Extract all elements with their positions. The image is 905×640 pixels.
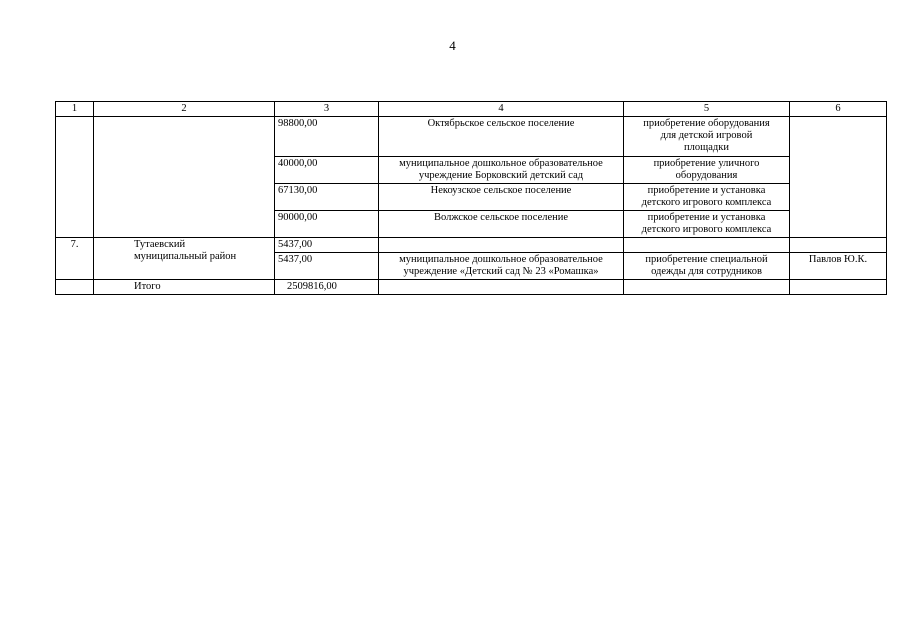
header-cell-2: 2: [94, 102, 275, 117]
purpose-cell: приобретение специальной одежды для сотрудников: [624, 253, 790, 280]
header-cell-4: 4: [379, 102, 624, 117]
responsible-cell: Павлов Ю.К.: [790, 253, 887, 280]
total-row: [56, 280, 887, 295]
table-row: [56, 238, 887, 253]
header-cell-6: 6: [790, 102, 887, 117]
responsible-cell: [790, 117, 887, 238]
purpose-cell: приобретение и установка детского игрового комплекса: [624, 211, 790, 238]
recipient-cell: муниципальное дошкольное образовательное учреждение Борковский детский сад: [379, 157, 624, 184]
amount-cell: 40000,00: [275, 157, 379, 184]
recipient-cell: Волжское сельское поселение: [379, 211, 624, 238]
recipient-cell: Октябрьское сельское поселение: [379, 117, 624, 157]
amount-cell: 90000,00: [275, 211, 379, 238]
table-row: [56, 117, 887, 157]
purpose-cell: приобретение оборудования для детской игровой площадки: [624, 117, 790, 157]
responsible-cell: [790, 280, 887, 295]
district-cell: [94, 117, 275, 238]
recipient-cell: [379, 280, 624, 295]
number-cell: 7.: [56, 238, 94, 280]
amount-cell: 5437,00: [275, 238, 379, 253]
purpose-cell: приобретение уличного оборудования: [624, 157, 790, 184]
table-header-row: [56, 102, 887, 117]
responsible-cell: [790, 238, 887, 253]
page-number: 4: [449, 38, 456, 53]
header-cell-3: 3: [275, 102, 379, 117]
recipient-cell: муниципальное дошкольное образовательное учреждение «Детский сад № 23 «Ромашка»: [379, 253, 624, 280]
recipient-cell: Некоузское сельское поселение: [379, 184, 624, 211]
total-label: Итого: [94, 280, 275, 295]
amount-cell: 5437,00: [275, 253, 379, 280]
header-cell-1: 1: [56, 102, 94, 117]
district-cell: Тутаевский муниципальный район: [94, 238, 275, 280]
amount-cell: 98800,00: [275, 117, 379, 157]
number-cell: [56, 280, 94, 295]
purpose-cell: [624, 238, 790, 253]
purpose-cell: [624, 280, 790, 295]
recipient-cell: [379, 238, 624, 253]
allocation-table: [55, 101, 887, 295]
amount-cell: 67130,00: [275, 184, 379, 211]
header-cell-5: 5: [624, 102, 790, 117]
number-cell: [56, 117, 94, 238]
total-amount: 2509816,00: [275, 280, 379, 295]
purpose-cell: приобретение и установка детского игрового комплекса: [624, 184, 790, 211]
